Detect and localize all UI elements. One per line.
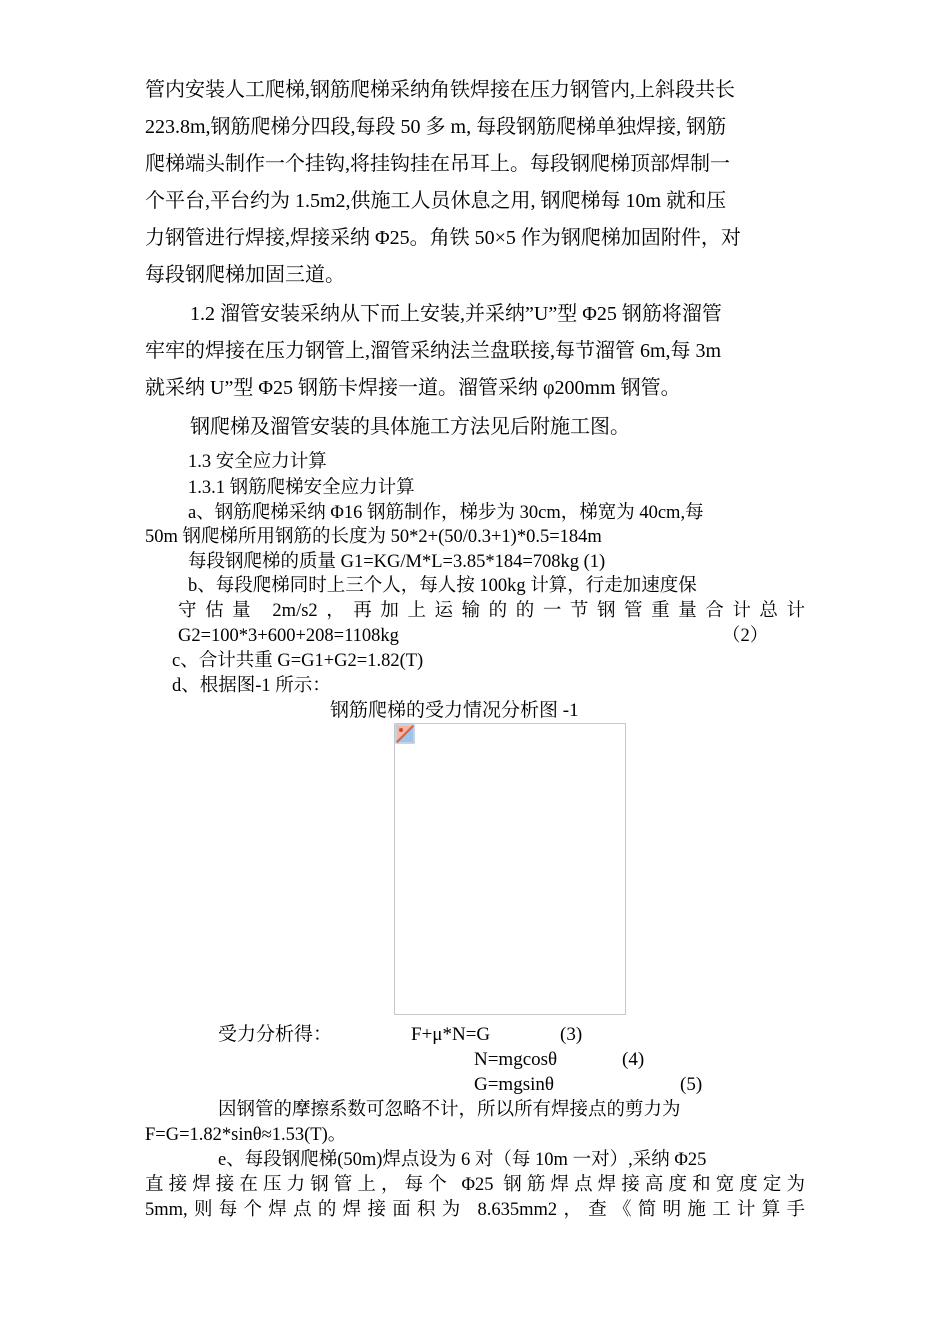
text-line: F=G=1.82*sinθ≈1.53(T)。 — [145, 1125, 347, 1145]
text-line: e、每段钢爬梯(50m)焊点设为 6 对（每 10m 一对）,采纳 Φ25 — [218, 1150, 707, 1170]
text-line: 守估量 2m/s2，再加上运输的的一节钢管重量合计总计 — [178, 601, 805, 621]
equation-number: (4) — [622, 1049, 645, 1070]
text-line: 牢牢的焊接在压力钢管上,溜管采纳法兰盘联接,每节溜管 6m,每 3m — [145, 340, 722, 362]
equation: G=mgsinθ — [474, 1074, 554, 1095]
equation-number: (3) — [560, 1024, 583, 1045]
text-line: 爬梯端头制作一个挂钩,将挂钩挂在吊耳上。每段钢爬梯顶部焊制一 — [145, 153, 730, 175]
text-line: 直接焊接在压力钢管上，每个 Φ25 钢筋焊点焊接高度和宽度定为 — [145, 1175, 805, 1195]
section-heading: 1.3 安全应力计算 — [188, 452, 327, 472]
text-line: 力钢管进行焊接,焊接采纳 Φ25。角铁 50×5 作为钢爬梯加固附件，对 — [145, 227, 741, 249]
text-line: d、根据图-1 所示： — [172, 676, 331, 696]
equation: N=mgcosθ — [474, 1049, 558, 1070]
text-line: 1.2 溜管安装采纳从下而上安装,并采纳”U”型 Φ25 钢筋将溜管 — [190, 303, 722, 325]
text-line: 50m 钢爬梯所用钢筋的长度为 50*2+(50/0.3+1)*0.5=184m — [145, 527, 602, 547]
text-line: 管内安装人工爬梯,钢筋爬梯采纳角铁焊接在压力钢管内,上斜段共长 — [145, 79, 735, 101]
text-line: 就采纳 U”型 Φ25 钢筋卡焊接一道。溜管采纳 φ200mm 钢管。 — [145, 377, 681, 399]
text-line: 个平台,平台约为 1.5m2,供施工人员休息之用, 钢爬梯每 10m 就和压 — [145, 190, 727, 212]
text-line: b、每段爬梯同时上三个人，每人按 100kg 计算，行走加速度保 — [188, 576, 697, 596]
subsection-heading: 1.3.1 钢筋爬梯安全应力计算 — [188, 478, 415, 498]
text-line: 每段钢爬梯加固三道。 — [145, 264, 345, 286]
figure-placeholder — [394, 723, 626, 1015]
text-line: 钢爬梯及溜管安装的具体施工方法见后附施工图。 — [190, 416, 630, 438]
text-line: 223.8m,钢筋爬梯分四段,每段 50 多 m, 每段钢筋爬梯单独焊接, 钢筋 — [145, 116, 727, 138]
equation-line: 每段钢爬梯的质量 G1=KG/M*L=3.85*184=708kg (1) — [188, 552, 606, 572]
equation-line: G2=100*3+600+208=1108kg — [178, 626, 399, 646]
broken-image-icon — [395, 724, 417, 746]
text-line: a、钢筋爬梯采纳 Φ16 钢筋制作，梯步为 30cm，梯宽为 40cm,每 — [188, 503, 704, 523]
equation: F+μ*N=G — [411, 1024, 491, 1045]
equation-number: (5) — [680, 1074, 703, 1095]
analysis-label: 受力分析得： — [218, 1024, 333, 1045]
figure-caption: 钢筋爬梯的受力情况分析图 -1 — [330, 700, 579, 721]
text-line: 5mm,则每个焊点的焊接面积为 8.635mm2，查《简明施工计算手 — [145, 1200, 805, 1220]
text-line: c、合计共重 G=G1+G2=1.82(T) — [172, 651, 424, 671]
equation-number: （2） — [722, 626, 769, 646]
text-line: 因钢管的摩擦系数可忽略不计，所以所有焊接点的剪力为 — [218, 1100, 681, 1120]
